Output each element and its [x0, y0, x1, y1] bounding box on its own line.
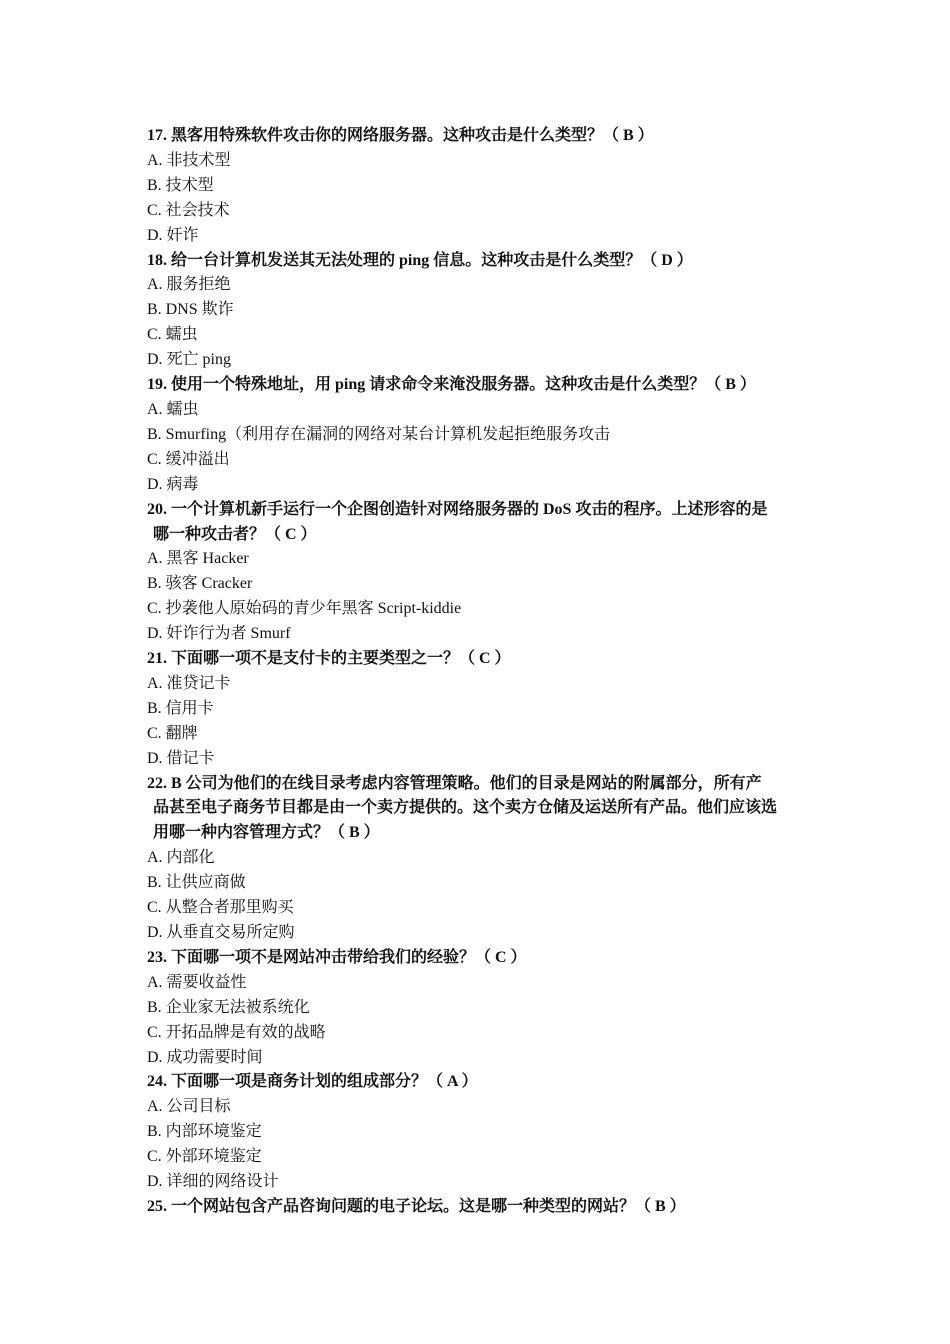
question-stem — [147, 1195, 812, 1220]
answer-option: C. 从整合者那里购买 — [147, 899, 294, 917]
answer-option: B. 让供应商做 — [147, 874, 246, 892]
answer-option: A. 公司目标 — [147, 1098, 231, 1116]
question-text-line: 哪一种攻击者？（ C ） — [153, 525, 317, 543]
question-text-line: 20. 一个计算机新手运行一个企图创造针对网络服务器的 DoS 攻击的程序。上述形容的是 — [147, 500, 768, 518]
question-text-line: 22. B 公司为他们的在线目录考虑内容管理策略。他们的目录是网站的附属部分，所有产 — [147, 774, 762, 792]
answer-option: C. 开拓品牌是有效的战略 — [147, 1023, 326, 1041]
answer-option: B. 信用卡 — [147, 699, 214, 717]
answer-option: B. 企业家无法被系统化 — [147, 998, 310, 1016]
answer-option: B. DNS 欺诈 — [147, 301, 234, 319]
answer-option: D. 奸诈 — [147, 226, 199, 244]
question-stem — [147, 373, 812, 398]
question-stem — [147, 249, 812, 274]
question-text-line: 用哪一种内容管理方式？（ B ） — [153, 824, 380, 842]
question-text-line: 17. 黑客用特殊软件攻击你的网络服务器。这种攻击是什么类型？（ B ） — [147, 127, 654, 144]
answer-option: A. 准贷记卡 — [147, 674, 231, 692]
answer-option: D. 奸诈行为者 Smurf — [147, 625, 291, 643]
answer-option: A. 蠕虫 — [147, 400, 199, 418]
answer-option: D. 借记卡 — [147, 749, 215, 767]
question-text-line: 18. 给一台计算机发送其无法处理的 ping 信息。这种攻击是什么类型？（ D ） — [147, 251, 693, 269]
question-text-line: 19. 使用一个特殊地址，用 ping 请求命令来淹没服务器。这种攻击是什么类型？（ B ） — [147, 376, 756, 394]
answer-option: D. 成功需要时间 — [147, 1048, 263, 1066]
question-text-line: 23. 下面哪一项不是网站冲击带给我们的经验？（ C ） — [147, 948, 527, 966]
answer-option: A. 需要收益性 — [147, 973, 247, 991]
answer-option: B. Smurfing（利用存在漏洞的网络对某台计算机发起拒绝服务攻击 — [147, 425, 611, 443]
question-list — [147, 124, 812, 1220]
answer-option: D. 病毒 — [147, 475, 199, 493]
question-stem — [147, 124, 812, 149]
answer-option: B. 内部环境鉴定 — [147, 1123, 262, 1141]
answer-option: A. 黑客 Hacker — [147, 550, 249, 568]
question-stem — [147, 647, 812, 672]
question-text-line: 品甚至电子商务节目都是由一个卖方提供的。这个卖方仓储及运送所有产品。他们应该选 — [153, 799, 778, 817]
answer-option: A. 非技术型 — [147, 151, 231, 169]
answer-option: A. 内部化 — [147, 849, 215, 867]
question-text-line: 25. 一个网站包含产品咨询问题的电子论坛。这是哪一种类型的网站？（ B ） — [147, 1197, 686, 1215]
question-text-line: 21. 下面哪一项不是支付卡的主要类型之一？（ C ） — [147, 650, 511, 668]
question-text-line: 24. 下面哪一项是商务计划的组成部分？（ A ） — [147, 1073, 478, 1091]
question-stem — [147, 946, 812, 971]
answer-option: B. 技术型 — [147, 176, 214, 194]
answer-option: D. 详细的网络设计 — [147, 1173, 279, 1191]
answer-option: D. 从垂直交易所定购 — [147, 924, 295, 941]
answer-option: D. 死亡 ping — [147, 351, 232, 369]
answer-option: C. 翻牌 — [147, 724, 198, 742]
question-stem — [147, 1070, 812, 1095]
question-stem — [147, 498, 812, 548]
question-stem — [147, 772, 812, 847]
answer-option: C. 抄袭他人原始码的青少年黑客 Script-kiddie — [147, 600, 462, 618]
answer-option: C. 外部环境鉴定 — [147, 1148, 262, 1166]
answer-option: C. 缓冲溢出 — [147, 450, 230, 468]
answer-option: C. 社会技术 — [147, 201, 230, 219]
answer-option: A. 服务拒绝 — [147, 276, 231, 294]
answer-option: C. 蠕虫 — [147, 326, 198, 344]
answer-option: B. 骇客 Cracker — [147, 575, 253, 593]
